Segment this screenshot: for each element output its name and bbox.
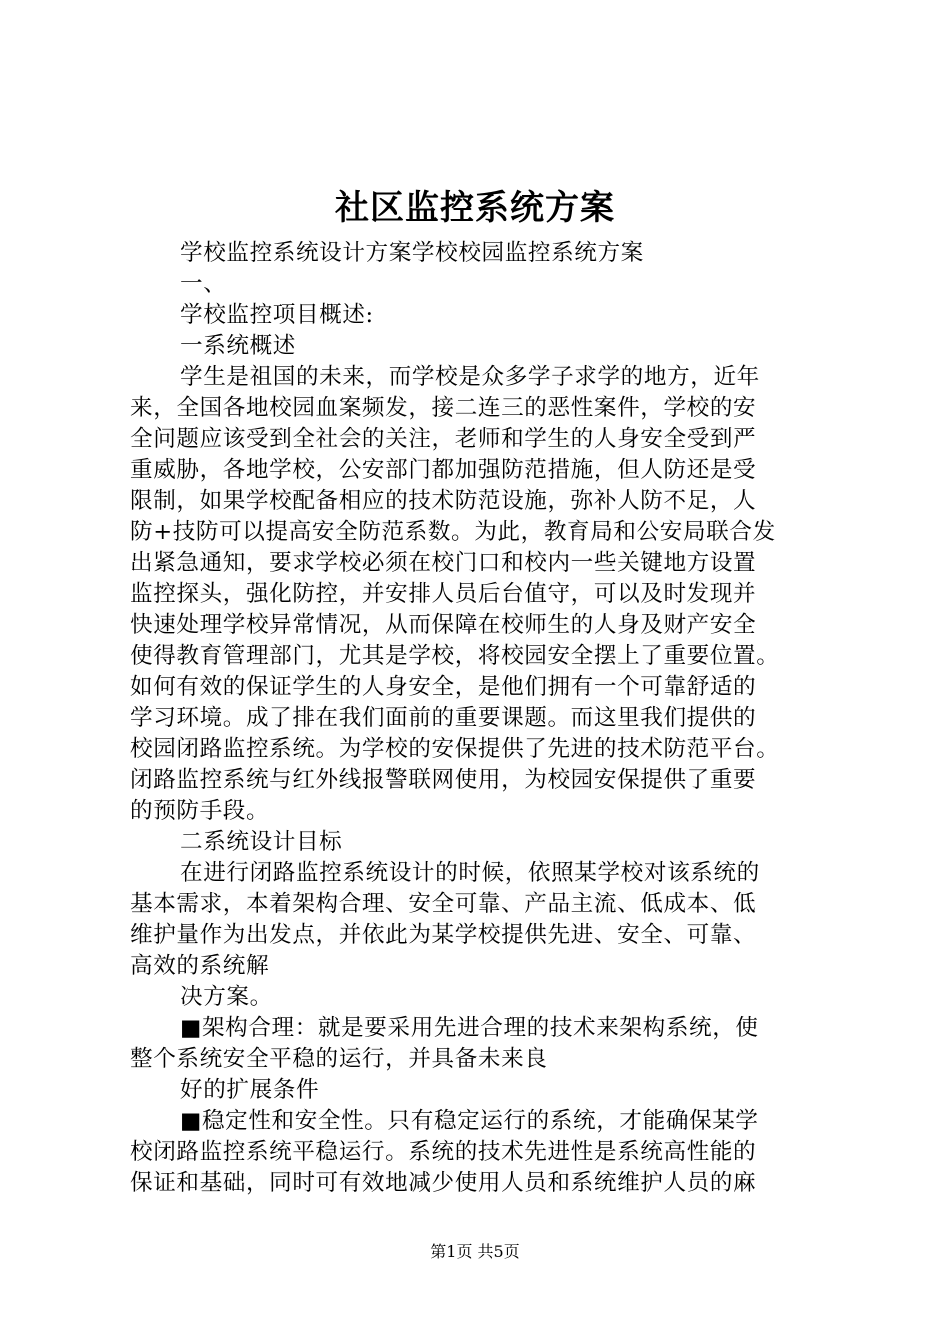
paragraph-line: 校闭路监控系统平稳运行。系统的技术先进性是系统高性能的 (130, 1139, 757, 1165)
paragraph-line: 好的扩展条件 (180, 1077, 320, 1103)
subsection-heading: 一系统概述 (180, 333, 296, 359)
paragraph-line: 监控探头，强化防控，并安排人员后台值守，可以及时发现并 (130, 581, 757, 607)
paragraph-line: 在进行闭路监控系统设计的时候，依照某学校对该系统的 (180, 860, 760, 886)
bullet-line: ■稳定性和安全性。只有稳定运行的系统，才能确保某学 (180, 1108, 759, 1134)
paragraph-line: 来，全国各地校园血案频发，接二连三的恶性案件，学校的安 (130, 395, 757, 421)
paragraph-line: 限制，如果学校配备相应的技术防范设施，弥补人防不足，人 (130, 488, 757, 514)
paragraph-line: 维护量作为出发点，并依此为某学校提供先进、安全、可靠、 (130, 922, 757, 948)
paragraph-line: 使得教育管理部门，尤其是学校，将校园安全摆上了重要位置。 (130, 643, 780, 669)
document-title: 社区监控系统方案 (335, 188, 615, 228)
paragraph-line: 校园闭路监控系统。为学校的安保提供了先进的技术防范平台。 (130, 736, 780, 762)
paragraph-line: 基本需求，本着架构合理、安全可靠、产品主流、低成本、低 (130, 891, 757, 917)
paragraph-line: 闭路监控系统与红外线报警联网使用，为校园安保提供了重要 (130, 767, 757, 793)
subtitle-line: 学校监控系统设计方案学校校园监控系统方案 (180, 240, 644, 266)
paragraph-line: 出紧急通知，要求学校必须在校门口和校内一些关键地方设置 (130, 550, 757, 576)
paragraph-line: 决方案。 (180, 984, 273, 1010)
paragraph-line: 全问题应该受到全社会的关注，老师和学生的人身安全受到严 (130, 426, 757, 452)
section-heading: 学校监控项目概述: (180, 302, 374, 328)
paragraph-line: 整个系统安全平稳的运行，并具备未来良 (130, 1046, 548, 1072)
paragraph-line: 快速处理学校异常情况，从而保障在校师生的人身及财产安全 (130, 612, 757, 638)
paragraph-line: 重威胁，各地学校，公安部门都加强防范措施，但人防还是受 (130, 457, 757, 483)
paragraph-line: 防+技防可以提高安全防范系数。为此，教育局和公安局联合发 (130, 519, 776, 545)
bullet-line: ■架构合理：就是要采用先进合理的技术来架构系统，使 (180, 1015, 759, 1041)
paragraph-line: 的预防手段。 (130, 798, 270, 824)
paragraph-line: 如何有效的保证学生的人身安全，是他们拥有一个可靠舒适的 (130, 674, 757, 700)
paragraph-line: 学生是祖国的未来，而学校是众多学子求学的地方，近年 (180, 364, 760, 390)
document-body (130, 238, 830, 1199)
paragraph-line: 高效的系统解 (130, 953, 270, 979)
subsection-heading: 二系统设计目标 (180, 829, 343, 855)
paragraph-line: 保证和基础，同时可有效地减少使用人员和系统维护人员的麻 (130, 1170, 757, 1196)
paragraph-line: 学习环境。成了排在我们面前的重要课题。而这里我们提供的 (130, 705, 757, 731)
page-footer: 第1页 共5页 (430, 1242, 520, 1261)
section-number: 一、 (180, 271, 227, 297)
